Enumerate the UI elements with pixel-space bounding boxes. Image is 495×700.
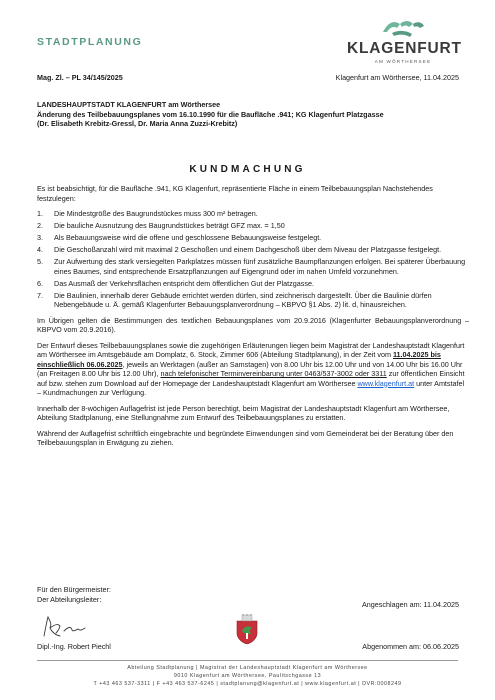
document-body xyxy=(37,184,469,454)
period-paragraph: Innerhalb der 8-wöchigen Auflagefrist ist jede Person berechtigt, beim Magistrat der Landeshauptstadt Klagenfurt am Wörthersee, Abteilung Stadtplanung, eine Stellungnahme zum Entwurf des Teilbebauungsplanes zu erstatten. xyxy=(37,403,450,422)
logo-wordmark: KLAGENFURT xyxy=(347,40,462,57)
footer-line-3: T +43 463 537-3311 | F +43 463 537-6245 | stadtplanung@klagenfurt.at | www.klagenfurt.at | DVR:0008249 xyxy=(93,681,402,688)
department-title: STADTPLANUNG xyxy=(37,36,143,48)
coat-of-arms-icon xyxy=(234,613,260,645)
footer xyxy=(0,664,495,688)
rest-paragraph: Im Übrigen gelten die Bestimmungen des textlichen Bebauungsplanes vom 20.9.2016 (Klagenfurter Bebauungsplanverordnung – KBPVO vom 20.9.2016). xyxy=(37,315,469,334)
footer-line-2: 9010 Klagenfurt am Wörthersee, Paulitschgasse 13 xyxy=(173,673,322,680)
list-item: 1. Die Mindestgröße des Baugrundstückes muss 300 m² betragen. xyxy=(37,209,258,218)
list-item: 7. Die Baulinien, innerhalb derer Gebäude errichtet werden dürfen, sind zeichnerisch dargestellt. Über die Baulinie dürfen Nebengebäude u. Ä. gemäß Klagenfurter Bebauungsplanverordnung – KBPVO §1 Abs. 2) lit. d, hinausreichen. xyxy=(37,290,432,309)
phone-appointment: nach telefonischer Terminvereinbarung unter 0463/537-3002 oder 3311 xyxy=(160,369,387,378)
logo-subtitle: AM WÖRTHERSEE xyxy=(374,58,432,64)
subject-line-2: Änderung des Teilbebauungsplanes vom 16.10.1990 für die Baufläche .941; KG Klagenfurt Platzgasse xyxy=(37,109,384,119)
footer-divider xyxy=(37,660,458,661)
display-period: 11.04.2025 bis einschließlich 06.06.2025 xyxy=(37,350,441,369)
place-and-date: Klagenfurt am Wörthersee, 11.04.2025 xyxy=(335,73,459,82)
posted-date: Angeschlagen am: 11.04.2025 xyxy=(362,600,459,609)
dragon-logo-icon xyxy=(380,18,426,40)
list-item: 6. Das Ausmaß der Verkehrsflächen entspricht dem öffentlichen Gut der Platzgasse. xyxy=(37,278,314,288)
objection-paragraph: Während der Auflagefrist schriftlich eingebrachte und begründete Einwendungen sind vom Gemeinderat bei der Beratung über den Teilbebauungsplan in Erwägung zu ziehen. xyxy=(37,428,454,447)
city-logo xyxy=(347,18,462,72)
draft-paragraph: Der Entwurf dieses Teilbebauungsplanes sowie die zugehörigen Erläuterungen liegen beim Magistrat der Landeshauptstadt Klagenfurt am Wörthersee im Amtsgebäude am Domplatz, 6. Stock, Zimmer 606 (Abteilung Stadtplanung), in der Zeit vom 11.04.2025 bis einschließlich 06.06.2025, jeweils an Werktagen (außer an Samstagen) von 8.00 Uhr bis 12.00 Uhr und von 14.00 Uhr bis 16.00 Uhr (an Freitagen 8.00 Uhr bis 12.00 Uhr), nach telefonischer Terminvereinbarung unter 0463/537-3002 oder 3311 zur öffentlichen Einsicht auf bzw. stehen zum Download auf der Homepage der Landeshauptstadt Klagenfurt am Wörthersee www.klagenfurt.at unter Amtstafel – Kundmachungen zur Verfügung. xyxy=(37,340,465,397)
list-item: 3. Als Bebauungsweise wird die offene und geschlossene Bebauungsweise festgelegt. xyxy=(37,233,322,242)
subject-line-1: LANDESHAUPTSTADT KLAGENFURT am Wörthersee xyxy=(37,100,221,109)
intro-paragraph: Es ist beabsichtigt, für die Baufläche .941, KG Klagenfurt, repräsentierte Fläche in einem Teilbebauungsplan Nachstehendes festzulegen: xyxy=(37,184,433,203)
handwritten-signature-icon xyxy=(38,612,98,642)
removed-date: Abgenommen am: 06.06.2025 xyxy=(362,642,459,651)
list-item: 2. Die bauliche Ausnutzung des Baugrundstückes beträgt GFZ max. = 1,50 xyxy=(37,221,285,230)
subject-block xyxy=(37,100,467,129)
signer-name: Dipl.-Ing. Robert Piechl xyxy=(37,642,111,651)
subject-line-3: (Dr. Elisabeth Krebitz-Gressl, Dr. Maria Anna Zuzzi-Krebitz) xyxy=(37,119,238,128)
provisions-list xyxy=(37,209,469,310)
document-heading: KUNDMACHUNG xyxy=(189,164,306,175)
role-label: Der Abteilungsleiter: xyxy=(37,594,102,604)
reference-number: Mag. Zl. – PL 34/145/2025 xyxy=(37,73,123,82)
for-mayor-label: Für den Bürgermeister: xyxy=(37,585,111,594)
list-item: 4. Die Geschoßanzahl wird mit maximal 2 Geschoßen und einem Dachgeschoß über dem Niveau der Platzgasse festgelegt. xyxy=(37,245,442,254)
signature-heading xyxy=(37,585,111,604)
list-item: 5. Zur Aufwertung des stark versiegelten Parkplatzes müssen fünf zusätzliche Baumpflanzungen erfolgen. Bei späterer Überbauung eines Baumes, sind entsprechende Ersatzpflanzungen auf Eigengrund oder im nahen Umfeld vorzunehmen. xyxy=(37,257,466,276)
footer-line-1: Abteilung Stadtplanung | Magistrat der Landeshauptstadt Klagenfurt am Wörthersee xyxy=(127,665,368,671)
homepage-link[interactable]: www.klagenfurt.at xyxy=(357,378,415,388)
